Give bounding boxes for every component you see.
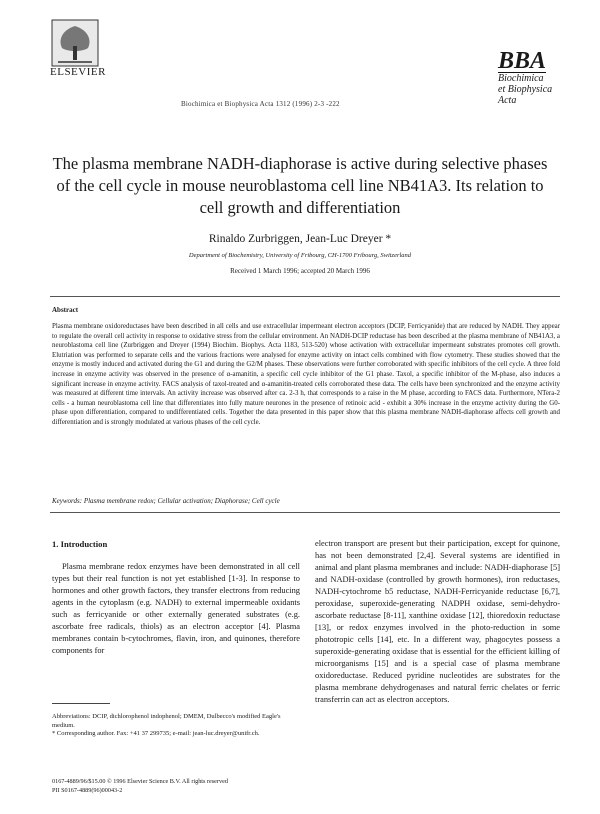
article-authors: Rinaldo Zurbriggen, Jean-Luc Dreyer * <box>208 233 392 245</box>
elsevier-tree-icon <box>50 18 100 68</box>
bba-line-1: Biochimica <box>498 73 544 84</box>
bba-line-2: et Biophysica Acta <box>498 84 553 106</box>
article-identifiers <box>52 778 228 795</box>
article-dates: Received 1 March 1996; accepted 20 March 1996 <box>230 267 370 275</box>
copyright-line: 0167-4889/96/$15.00 © 1996 Elsevier Science B.V. All rights reserved <box>52 778 228 785</box>
section-heading-introduction: 1. Introduction <box>52 539 108 549</box>
publisher-logo <box>50 18 106 78</box>
abstract-heading: Abstract <box>52 306 79 314</box>
footnote-rule <box>52 703 110 704</box>
column-left <box>52 538 300 657</box>
journal-reference: Biochimica et Biophysica Acta 1312 (1996) 2-3 -222 <box>181 100 340 108</box>
footnotes <box>52 713 300 739</box>
keywords: Keywords: Plasma membrane redox; Cellular activation; Diaphorase; Cell cycle <box>52 497 280 505</box>
article-title: The plasma membrane NADH-diaphorase is active during selective phases of the cell cycle in mouse neuroblastoma cell line NB41A3. Its relation to cell growth and differentiation <box>52 154 548 217</box>
footnote-corresponding: * Corresponding author. Fax: +41 37 299735; e-mail: jean-luc.dreyer@unifr.ch. <box>52 730 260 737</box>
abstract-bottom-rule <box>50 512 560 513</box>
pii-line: PII S0167-4889(96)00043-2 <box>52 786 123 794</box>
column-right <box>315 538 560 706</box>
bba-mark: BBA <box>498 48 547 74</box>
intro-paragraph-left: Plasma membrane redox enzymes have been demonstrated in all cell types but their real function is not yet established [1-3]. In response to hormones and other growth factors, they transfer electrons from reducing agents in the cytoplasm (e.g. NADH) to external impermeable oxidants such as ferricyanide or other externally generated substrates (e.g. ascorbate free radicals, thiols) as an electron acceptor [4]. Plasma membranes contain b-cytochromes, flavin, iron, and quinones, therefore components for <box>52 562 300 655</box>
article-affiliation: Department of Biochemistry, University of Fribourg, CH-1700 Fribourg, Switzerland <box>188 252 412 259</box>
bba-logo <box>498 50 568 106</box>
footnote-abbreviations: Abbreviations: DCIP, dichlorophenol indophenol; DMEM, Dulbecco's modified Eagle's medium. <box>52 713 281 729</box>
intro-paragraph-right: electron transport are present but their participation, except for quinone, has not been demonstrated [2,4]. Several systems are identified in animal and plant plasma membranes and include: NADH-diaphorase [5] and NADH-oxidase (controlled by growth hormones), iron reductases, NADH-cytochrome b5 reductase, NADH-Ferricyanide reductase [6,7], peroxidase, superoxide-generating NADPH oxidase, semi-dehydro-ascorbate reductase [8-11], xanthine oxidase [12], thioredoxin reductase [13], or redox enzymes involved in the photo-reduction in some phototropic cells [14], etc. In a different way, phagocytes possess a superoxide-generating oxidase that is essential for the efficient killing of microorganisms [15] and is a special case of plasma membrane oxidoreductase. Reduced pyridine nucleotides are substrates for the plasma membrane dehydrogenases and natural ferric chelates or ferric transferrin can act as electron acceptors. <box>315 539 560 704</box>
abstract-text: Plasma membrane oxidoreductases have been described in all cells and use extracellular impermeant electron acceptors (DCIP, Ferricyanide) that are reduced by NADH. They appear to regulate the overall cell activity in response to oxidative stress from the cellular environment. An NADH-DCIP reductase has been described at the plasma membrane of NB41A3, a neuroblastoma cell line (Zurbriggen and Dreyer (1994) Biochim. Biophys. Acta 1183, 513-520) whose activation with extracellular impermeant substrates promotes cell growth. Elutriation was performed to separate cells and the various fractions were analysed for enzyme activity on intact cells combined with flow cytometry. These studies showed that the enzyme is mostly induced and activated during the G1 and during the G2/M phases. These observations were further corroborated with specific inhibitors of the cell cycle. A three fold increase in enzyme activity was observed in the presence of α-amanitin, a specific cell cycle inhibitor of the G1 phase. Taxol, a specific inhibitor of the M-phase, also induces a significant increase in enzyme activity. FACS analysis of taxol-treated and α-amanitin-treated cells corroborated these data. The cells have been synchronized and the enzyme activity was measured at different time intervals. An activity increase was observed after ca. 2-3 h, that corresponds to a raise in the M phase, according to FACS data. Furthermore, NTera-2 cells - a human neuroblastoma cell line that differentiates into fully mature neurones in the presence of retinoic acid - exhibit a 30% increase in the enzyme activity during the G0-phase upon differentiation, compared to undifferentiated cells. Together the data presented in this paper show that this plasma membrane NADH-diaphorase affects cell growth and differentiation and is strongly modulated at various phases of the cell cycle. <box>52 323 560 426</box>
publisher-name: ELSEVIER <box>50 66 106 78</box>
abstract-top-rule <box>50 296 560 297</box>
